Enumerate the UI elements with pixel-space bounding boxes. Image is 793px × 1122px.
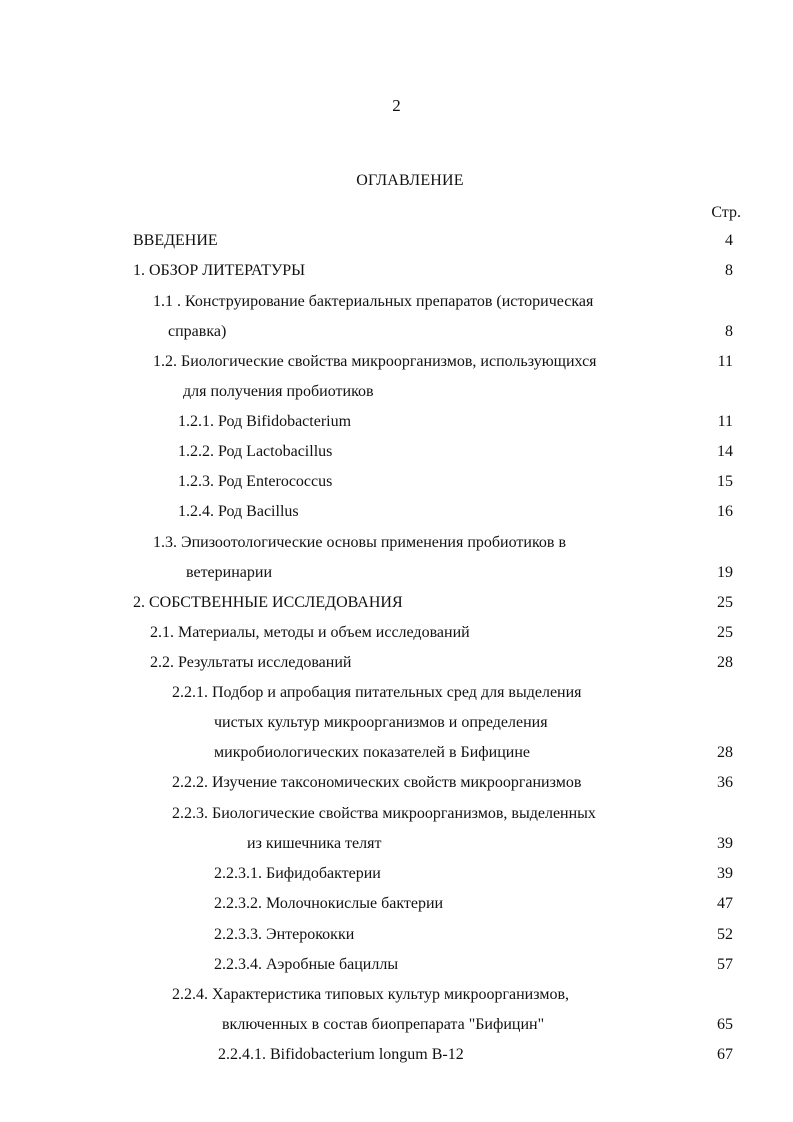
toc-entry-page: 8 [725,323,733,340]
toc-entry-text: 1.3. Эпизоотологические основы применения пробиотиков в [153,534,567,551]
toc-entry-text: включенных в состав биопрепарата "Бифицин" [222,1016,545,1033]
toc-entry-page: 28 [717,654,733,671]
toc-entry-page: 16 [717,503,733,520]
toc-entry-text: 1.2.1. Род Bifidobacterium [178,413,352,430]
toc-entry-page: 11 [717,413,733,430]
toc-entry-page: 19 [717,564,733,581]
toc-entry-page: 36 [717,774,733,791]
toc-entry-text: 2.2.3. Биологические свойства микроорганизмов, выделенных [172,805,596,822]
toc-entry-text: микробиологических показателей в Бифицине [214,744,531,761]
toc-entry-text: 2.2.1. Подбор и апробация питательных сред для выделения [172,684,582,701]
toc-entry-text: справка) [168,323,227,340]
toc-entry-text: 2.2.3.1. Бифидобактерии [214,865,381,882]
toc-entry-page: 65 [717,1016,733,1033]
toc-entry-text: для получения пробиотиков [183,383,374,400]
toc-entry-page: 67 [717,1046,733,1063]
page-number: 2 [392,96,401,115]
toc-entry-page: 47 [717,895,733,912]
toc-entry-text: 1.1 . Конструирование бактериальных препаратов (историческая [153,293,594,310]
toc-entry-text: ВВЕДЕНИЕ [133,232,218,249]
toc-entry-page: 15 [717,473,733,490]
toc-entry-page: 14 [717,443,733,460]
toc-entry-page: 25 [717,594,733,611]
toc-entry-text: 2.2.4.1. Bifidobacterium longum B-12 [218,1046,464,1063]
toc-entry-text: 1. ОБЗОР ЛИТЕРАТУРЫ [133,262,306,279]
toc-entry-text: ветеринарии [186,564,273,581]
page-column-header: Стр. [711,204,741,221]
toc-entry-text: 2.2.2. Изучение таксономических свойств микроорганизмов [172,774,582,791]
toc-entry-text: 2.2. Результаты исследований [150,654,352,671]
toc-entry-text: 1.2.3. Род Enterococcus [178,473,333,490]
toc-entry-text: 2.2.3.3. Энтерококки [214,926,355,943]
toc-entry-page: 11 [717,353,733,370]
toc-entry-page: 39 [717,835,733,852]
toc-entry-text: 2.2.4. Характеристика типовых культур микроорганизмов, [172,986,570,1003]
toc-entry-page: 8 [725,262,733,279]
toc-entry-text: 1.2.2. Род Lactobacillus [178,443,333,460]
toc-entry-page: 25 [717,624,733,641]
toc-entry-page: 39 [717,865,733,882]
toc-entry-text: 2.2.3.4. Аэробные бациллы [214,956,399,973]
toc-entry-text: 2. СОБСТВЕННЫЕ ИССЛЕДОВАНИЯ [133,594,403,611]
toc-entry-page: 4 [725,232,733,249]
toc-title: ОГЛАВЛЕНИЕ [356,172,464,189]
toc-entry-text: чистых культур микроорганизмов и определения [214,714,548,731]
toc-entry-text: из кишечника телят [247,835,382,852]
toc-entry-text: 1.2. Биологические свойства микроорганизмов, использующихся [153,353,597,370]
toc-entry-text: 2.1. Материалы, методы и объем исследований [150,624,470,641]
toc-entry-page: 28 [717,744,733,761]
toc-entry-text: 1.2.4. Род Bacillus [178,503,299,520]
toc-entry-text: 2.2.3.2. Молочнокислые бактерии [214,895,444,912]
toc-entry-page: 52 [717,926,733,943]
toc-entry-page: 57 [717,956,733,973]
